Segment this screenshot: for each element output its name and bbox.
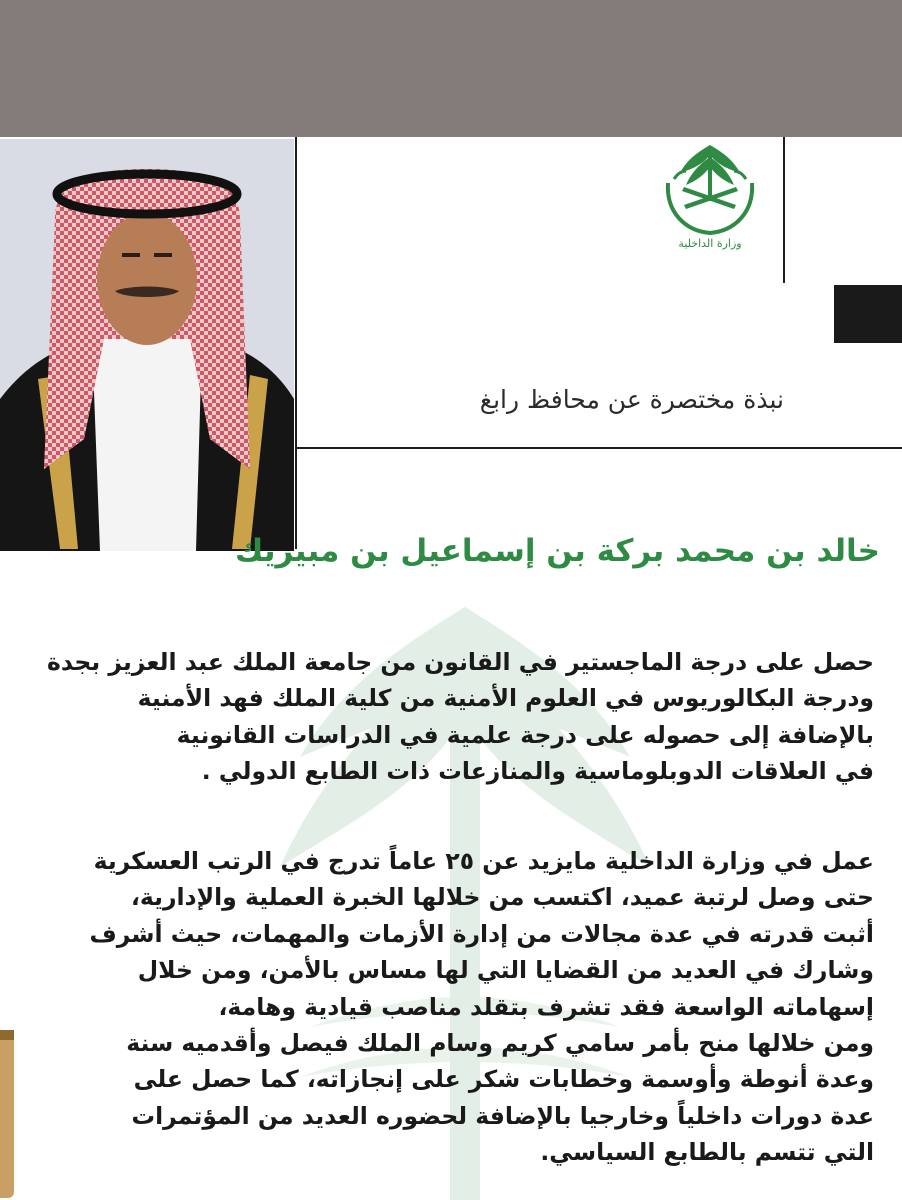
top-gray-bar: [0, 0, 902, 137]
paragraph-line: في العلاقات الدوبلوماسية والمنازعات ذات الطابع الدولي .: [201, 757, 874, 786]
paragraph-line: التي تتسم بالطابع السياسي.: [540, 1138, 874, 1167]
paragraph-line: ودرجة البكالوريوس في العلوم الأمنية من كلية الملك فهد الأمنية: [137, 684, 874, 713]
corner-block: [834, 285, 902, 343]
emblem-caption: وزارة الداخلية: [678, 237, 742, 250]
career-paragraph: [14, 843, 874, 1171]
document-subtitle: نبذة مختصرة عن محافظ رابغ: [479, 385, 784, 414]
paragraph-line: عمل في وزارة الداخلية مايزيد عن ٢٥ عاماً تدرج في الرتب العسكرية: [93, 847, 874, 875]
ministry-emblem-icon: [652, 143, 768, 253]
frame-rule-bottom: [296, 447, 902, 449]
side-edge-tab-cap: [0, 1030, 14, 1040]
paragraph-line: حتى وصل لرتبة عميد، اكتسب من خلالها الخبرة العملية والإدارية،: [130, 883, 874, 912]
frame-rule-left: [295, 137, 297, 549]
profile-document: [0, 137, 902, 1200]
education-paragraph: [14, 644, 874, 790]
frame-rule-right: [783, 137, 785, 283]
paragraph-line: وعدة أنوطة وأوسمة وخطابات شكر على إنجازاته، كما حصل على: [133, 1065, 874, 1094]
paragraph-line: بالإضافة إلى حصوله على درجة علمية في الدراسات القانونية: [176, 720, 874, 749]
paragraph-line: عدة دورات داخلياً وخارجيا بالإضافة لحضوره العديد من المؤتمرات: [131, 1101, 874, 1130]
paragraph-line: ومن خلالها منح بأمر سامي كريم وسام الملك فيصل وأقدميه سنة: [126, 1029, 874, 1058]
governor-name: خالد بن محمد بركة بن إسماعيل بن مبيريك: [235, 533, 880, 569]
paragraph-line: إسهاماته الواسعة فقد تشرف بتقلد مناصب قيادية وهامة،: [218, 992, 874, 1021]
governor-portrait-photo: [0, 139, 294, 551]
paragraph-line: حصل على درجة الماجستير في القانون من جامعة الملك عبد العزيز بجدة: [46, 648, 874, 676]
side-edge-tab: [0, 1030, 14, 1198]
paragraph-line: أثبت قدرته في عدة مجالات من إدارة الأزمات والمهمات، حيث أشرف: [89, 919, 874, 948]
paragraph-line: وشارك في العديد من القضايا التي لها مساس بالأمن، ومن خلال: [137, 956, 874, 985]
